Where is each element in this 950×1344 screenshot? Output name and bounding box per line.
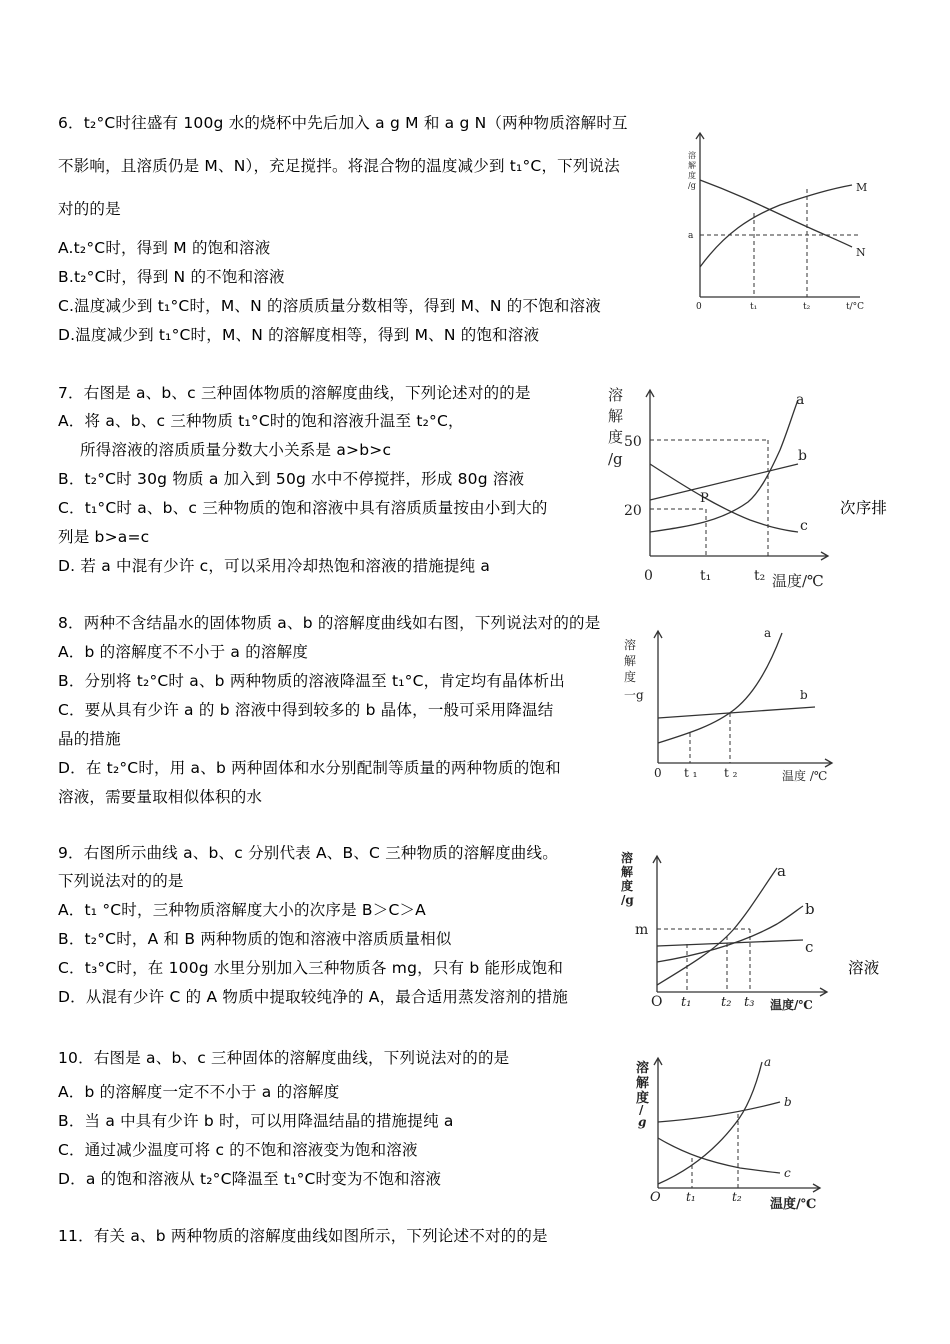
q8-ylabel-2: 解 (624, 654, 637, 668)
q7-curve-b (650, 464, 798, 500)
q7-option-c-line1: C．t₁°C时 a、b、c 三种物质的饱和溶液中具有溶质质量按由小到大的 (58, 499, 548, 517)
q10-ylabel-5: g (638, 1115, 647, 1129)
q10-ylabel-2: 解 (636, 1076, 650, 1091)
q6-option-a: A.t₂°C时，得到 M 的饱和溶液 (58, 239, 271, 257)
q9-ylabel-3: 度 (621, 879, 634, 893)
q9-label-t2: t₂ (721, 995, 732, 1010)
q9-ylabel-1: 溶 (621, 851, 634, 865)
q7-option-b: B．t₂°C时 30g 物质 a 加入到 50g 水中不停搅拌，形成 80g 溶液 (58, 470, 525, 488)
q7-option-d: D. 若 a 中混有少许 c，可以采用冷却热饱和溶液的措施提纯 a (58, 557, 491, 575)
q10-stem: 10．右图是 a、b、c 三种固体的溶解度曲线，下列说法对的的是 (58, 1049, 510, 1067)
q6-option-d: D.温度减少到 t₁°C时，M、N 的溶解度相等，得到 M、N 的饱和溶液 (58, 326, 540, 344)
q8-curve-a (658, 633, 782, 743)
q8-label-t1: t ₁ (684, 766, 698, 780)
q7-label-a: a (796, 392, 805, 408)
q7-option-c-tail: 次序排 (840, 499, 888, 517)
q7-ylabel-1: 溶 (608, 386, 624, 404)
q10-solubility-graph (630, 1050, 830, 1215)
q9-option-b: B．t₂°C时，A 和 B 两种物质的饱和溶液中溶质质量相似 (58, 930, 452, 948)
q10-option-d: D．a 的饱和溶液从 t₂°C降温至 t₁°C时变为不饱和溶液 (58, 1170, 442, 1188)
q8-solubility-graph (620, 625, 840, 790)
q10-option-a: A．b 的溶解度一定不不小于 a 的溶解度 (58, 1083, 340, 1101)
q6-ylabel-1: 溶 (688, 151, 696, 160)
q9-label-t1: t₁ (681, 995, 692, 1010)
q10-option-b: B．当 a 中具有少许 b 时，可以用降温结晶的措施提纯 a (58, 1112, 454, 1130)
q7-tick-50: 50 (624, 434, 642, 450)
q9-label-c: c (805, 938, 814, 956)
q6-ylabel-2: 解 (688, 161, 696, 170)
q8-ylabel-1: 溶 (624, 638, 637, 652)
q10-label-t2: t₂ (732, 1190, 742, 1204)
q6-label-t2: t₂ (803, 302, 811, 312)
q6-label-t1: t₁ (750, 302, 758, 312)
q9-ylabel-2: 解 (621, 865, 634, 879)
q7-curve-a (650, 400, 798, 532)
q7-option-a-line1: A．将 a、b、c 三种物质 t₁°C时的饱和溶液升温至 t₂°C， (58, 412, 464, 430)
q8-curve-b (658, 707, 815, 718)
q7-origin: 0 (644, 568, 653, 584)
q11-stem: 11．有关 a、b 两种物质的溶解度曲线如图所示，下列论述不对的的是 (58, 1227, 548, 1245)
q9-curve-a (657, 868, 777, 985)
q7-label-t2: t₂ (754, 568, 766, 584)
q10-label-c: c (784, 1166, 791, 1180)
q10-curve-a (658, 1062, 762, 1184)
q9-xlabel: 温度/℃ (770, 998, 813, 1012)
q10-ylabel-4: / (639, 1103, 644, 1117)
q8-stem: 8．两种不含结晶水的固体物质 a、b 的溶解度曲线如右图，下列说法对的的是 (58, 614, 601, 632)
q8-origin: 0 (654, 766, 662, 780)
q8-option-d-line1: D．在 t₂°C时，用 a、b 两种固体和水分别配制等质量的两种物质的饱和 (58, 759, 561, 777)
q8-option-c-line1: C．要从具有少许 a 的 b 溶液中得到较多的 b 晶体，一般可采用降温结 (58, 701, 554, 719)
q8-option-b: B．分别将 t₂°C时 a、b 两种物质的溶液降温至 t₁°C，肯定均有晶体析出 (58, 672, 565, 690)
q9-origin: O (651, 994, 663, 1010)
q6-label-xunit: t/°C (846, 302, 865, 312)
q9-option-c-tail: 溶液 (848, 959, 880, 977)
q7-ylabel-4: /g (608, 450, 623, 468)
q6-label-N: N (856, 246, 866, 259)
q10-ylabel-1: 溶 (636, 1061, 650, 1076)
q6-label-a: a (688, 231, 694, 241)
q9-ylabel-4: /g (621, 893, 634, 907)
q7-ylabel-3: 度 (608, 428, 624, 446)
q10-origin: O (650, 1190, 661, 1205)
q8-label-t2: t ₂ (724, 766, 738, 780)
q6-option-b: B.t₂°C时，得到 N 的不饱和溶液 (58, 268, 285, 286)
q6-solubility-graph (680, 125, 870, 310)
q8-label-b: b (800, 688, 808, 702)
q9-option-a: A．t₁ °C时，三种物质溶解度大小的次序是 B＞C＞A (58, 901, 426, 919)
q6-stem-line1: 6．t₂°C时往盛有 100g 水的烧杯中先后加入 a g M 和 a g N（两种物质溶解时互 (58, 114, 628, 132)
q6-label-M: M (856, 181, 868, 194)
q7-option-c-line2: 列是 b>a=c (58, 528, 150, 546)
q9-option-d: D．从混有少许 C 的 A 物质中提取较纯净的 A，最合适用蒸发溶剂的措施 (58, 988, 569, 1006)
q6-option-c: C.温度减少到 t₁°C时，M、N 的溶质质量分数相等，得到 M、N 的不饱和溶液 (58, 297, 601, 315)
q7-label-b: b (798, 448, 807, 464)
q10-label-t1: t₁ (686, 1190, 696, 1204)
q6-curve-M (700, 185, 852, 267)
q10-curve-b (658, 1102, 780, 1122)
q8-label-a: a (764, 626, 772, 640)
q6-ylabel-4: /g (688, 181, 696, 190)
q9-label-b: b (805, 900, 815, 918)
q7-tick-20: 20 (624, 503, 642, 519)
q8-ylabel-4: 一g (624, 688, 644, 702)
q7-xlabel: 温度/℃ (772, 572, 824, 590)
q7-solubility-graph (600, 380, 840, 592)
q7-label-c: c (800, 518, 808, 534)
q7-curve-c (650, 464, 798, 532)
q8-option-c-line2: 晶的措施 (58, 730, 121, 748)
q7-label-t1: t₁ (700, 568, 712, 584)
q6-stem-line2: 不影响，且溶质仍是 M、N），充足搅拌。将混合物的温度减少到 t₁°C，下列说法 (58, 157, 620, 175)
q9-label-a: a (777, 862, 786, 880)
q7-stem: 7．右图是 a、b、c 三种固体物质的溶解度曲线，下列论述对的的是 (58, 384, 531, 402)
q10-option-c: C．通过减少温度可将 c 的不饱和溶液变为饱和溶液 (58, 1141, 418, 1159)
q10-label-b: b (784, 1095, 792, 1109)
q9-solubility-graph (615, 850, 840, 1015)
q6-stem-line3: 对的的是 (58, 200, 121, 218)
q9-label-t3: t₃ (744, 995, 755, 1010)
q7-label-P: P (700, 491, 709, 506)
q8-ylabel-3: 度 (624, 670, 637, 684)
q6-origin: 0 (696, 302, 702, 312)
q7-ylabel-2: 解 (608, 407, 624, 425)
q10-xlabel: 温度/℃ (770, 1197, 817, 1212)
q6-ylabel-3: 度 (688, 171, 696, 180)
q8-xlabel: 温度 /℃ (782, 769, 828, 783)
q9-stem-line1: 9．右图所示曲线 a、b、c 分别代表 A、B、C 三种物质的溶解度曲线。 (58, 844, 558, 862)
q10-label-a: a (764, 1055, 772, 1069)
q7-option-a-line2: 所得溶液的溶质质量分数大小关系是 a>b>c (80, 441, 392, 459)
q9-option-c: C．t₃°C时，在 100g 水里分别加入三种物质各 mg，只有 b 能形成饱和 (58, 959, 564, 977)
q9-tick-m: m (635, 922, 649, 938)
q8-option-d-line2: 溶液，需要量取相似体积的水 (58, 788, 263, 806)
q10-ylabel-3: 度 (636, 1091, 650, 1106)
q9-stem-line2: 下列说法对的的是 (58, 872, 184, 890)
q8-option-a: A．b 的溶解度不不小于 a 的溶解度 (58, 643, 309, 661)
